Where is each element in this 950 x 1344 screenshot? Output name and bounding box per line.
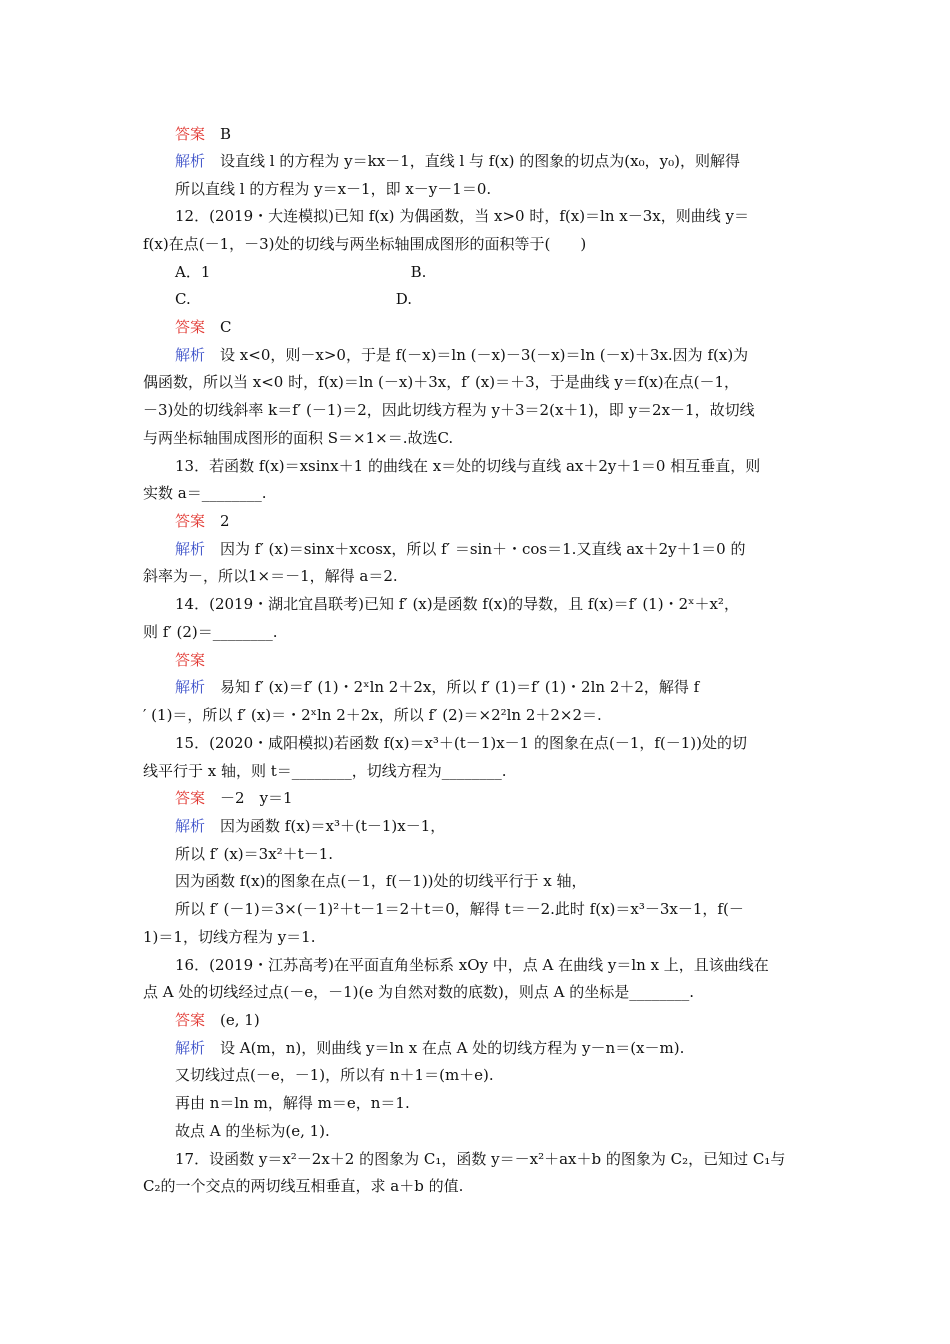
line-text: 斜率为－，所以1×＝－1，解得 a＝2.	[143, 567, 398, 585]
line-text: C. D.	[175, 290, 412, 308]
analysis-label: 解析	[175, 817, 206, 835]
text-line	[143, 622, 278, 642]
line-text: 点 A 处的切线经过点(－e，－1)(e 为自然对数的底数)，则点 A 的坐标是________.	[143, 983, 694, 1001]
text-line	[175, 1065, 494, 1085]
text-line	[175, 206, 749, 226]
line-text: 又切线过点(－e，－1)，所以有 n＋1＝(m＋e).	[175, 1066, 494, 1084]
line-text: 设 A(m，n)，则曲线 y＝ln x 在点 A 处的切线方程为 y－n＝(x－m).	[220, 1039, 685, 1057]
text-line	[175, 151, 740, 171]
analysis-label: 解析	[175, 346, 206, 364]
line-text: 16．(2019・江苏高考)在平面直角坐标系 xOy 中，点 A 在曲线 y＝ln x 上，且该曲线在	[175, 956, 769, 974]
text-line	[175, 788, 293, 808]
text-line	[175, 1121, 330, 1141]
text-line	[175, 1149, 785, 1169]
text-line	[175, 733, 747, 753]
line-text: C₂的一个交点的两切线互相垂直，求 a＋b 的值.	[143, 1177, 464, 1195]
line-text: 12．(2019・大连模拟)已知 f(x) 为偶函数，当 x>0 时，f(x)＝ln x－3x，则曲线 y＝	[175, 207, 749, 225]
line-text: 14．(2019・湖北宜昌联考)已知 f′ (x)是函数 f(x)的导数，且 f(x)＝f′ (1)・2ˣ＋x²，	[175, 595, 739, 613]
line-text: 再由 n＝ln m，解得 m＝e，n＝1.	[175, 1094, 410, 1112]
line-text: 1)＝1，切线方程为 y＝1.	[143, 928, 316, 946]
text-line	[175, 955, 769, 975]
text-line	[175, 124, 231, 144]
text-line	[175, 594, 739, 614]
text-line	[175, 345, 748, 365]
text-line	[175, 899, 744, 919]
text-line	[175, 1038, 684, 1058]
text-line	[175, 816, 445, 836]
analysis-label: 解析	[175, 678, 206, 696]
line-text: 易知 f′ (x)＝f′ (1)・2ˣln 2＋2x，所以 f′ (1)＝f′ (1)・2ln 2＋2，解得 f	[220, 678, 700, 696]
line-text: 所以 f′ (－1)＝3×(－1)²＋t－1＝2＋t＝0，解得 t＝－2.此时 f(x)＝x³－3x－1，f(－	[175, 900, 744, 918]
text-line	[175, 179, 491, 199]
line-text: －2 y＝1	[220, 789, 293, 807]
text-line	[143, 428, 453, 448]
line-text: －3)处的切线斜率 k＝f′ (－1)＝2，因此切线方程为 y＋3＝2(x＋1)，即 y＝2x－1，故切线	[143, 401, 755, 419]
text-line	[175, 539, 746, 559]
line-text: A．1 B.	[175, 263, 427, 281]
text-line	[175, 456, 760, 476]
text-line	[143, 705, 602, 725]
answer-label: 答案	[175, 512, 206, 530]
line-text: 15．(2020・咸阳模拟)若函数 f(x)＝x³＋(t－1)x－1 的图象在点(－1，f(－1))处的切	[175, 734, 748, 752]
line-text: 2	[220, 512, 230, 530]
text-line	[175, 511, 230, 531]
line-text: ′ (1)＝，所以 f′ (x)＝・2ˣln 2＋2x，所以 f′ (2)＝×2²ln 2＋2×2＝.	[143, 706, 602, 724]
text-line	[175, 871, 587, 891]
line-text: 因为 f′ (x)＝sinx＋xcosx，所以 f′ ＝sin＋・cos＝1.又直线 ax＋2y＋1＝0 的	[220, 540, 746, 558]
line-text: B	[220, 125, 232, 143]
text-line	[143, 372, 739, 392]
text-line	[143, 234, 586, 254]
text-line	[175, 289, 412, 309]
line-text: f(x)在点(－1，－3)处的切线与两坐标轴围成图形的面积等于( )	[143, 235, 587, 253]
analysis-label: 解析	[175, 540, 206, 558]
text-line	[175, 262, 426, 282]
text-line	[175, 1010, 260, 1030]
answer-label: 答案	[175, 1011, 206, 1029]
line-text: 实数 a＝________.	[143, 484, 267, 502]
line-text: 13．若函数 f(x)＝xsinx＋1 的曲线在 x＝处的切线与直线 ax＋2y＋1＝0 相互垂直，则	[175, 457, 761, 475]
answer-label: 答案	[175, 789, 206, 807]
line-text: 因为函数 f(x)的图象在点(－1，f(－1))处的切线平行于 x 轴，	[175, 872, 587, 890]
text-line	[175, 1093, 410, 1113]
text-line	[143, 566, 398, 586]
line-text: 所以 f′ (x)＝3x²＋t－1.	[175, 845, 334, 863]
text-line	[143, 982, 694, 1002]
text-line	[175, 677, 699, 697]
line-text: 线平行于 x 轴，则 t＝________，切线方程为________.	[143, 762, 507, 780]
text-line	[143, 1176, 463, 1196]
text-line	[143, 927, 316, 947]
analysis-label: 解析	[175, 152, 206, 170]
line-text: 故点 A 的坐标为(e, 1).	[175, 1122, 330, 1140]
line-text: 则 f′ (2)＝________.	[143, 623, 278, 641]
text-line	[175, 844, 333, 864]
text-line	[143, 483, 266, 503]
answer-label: 答案	[175, 318, 206, 336]
text-line	[175, 650, 220, 670]
text-line	[143, 761, 507, 781]
line-text: 设 x<0，则－x>0，于是 f(－x)＝ln (－x)－3(－x)＝ln (－x)＋3x.因为 f(x)为	[220, 346, 749, 364]
line-text: 偶函数，所以当 x<0 时，f(x)＝ln (－x)＋3x，f′ (x)＝＋3，于是曲线 y＝f(x)在点(－1，	[143, 373, 740, 391]
line-text: 所以直线 l 的方程为 y＝x－1，即 x－y－1＝0.	[175, 180, 492, 198]
line-text: 因为函数 f(x)＝x³＋(t－1)x－1，	[220, 817, 446, 835]
line-text: 17．设函数 y＝x²－2x＋2 的图象为 C₁，函数 y＝－x²＋ax＋b 的图象为 C₂，已知过 C₁与	[175, 1150, 786, 1168]
analysis-label: 解析	[175, 1039, 206, 1057]
answer-label: 答案	[175, 651, 206, 669]
line-text: (e, 1)	[220, 1011, 260, 1029]
line-text: 设直线 l 的方程为 y＝kx－1，直线 l 与 f(x) 的图象的切点为(x₀，y₀)，则解得	[220, 152, 740, 170]
text-line	[175, 317, 232, 337]
line-text: C	[220, 318, 232, 336]
answer-label: 答案	[175, 125, 206, 143]
line-text: 与两坐标轴围成图形的面积 S＝×1×＝.故选C.	[143, 429, 454, 447]
text-line	[143, 400, 755, 420]
